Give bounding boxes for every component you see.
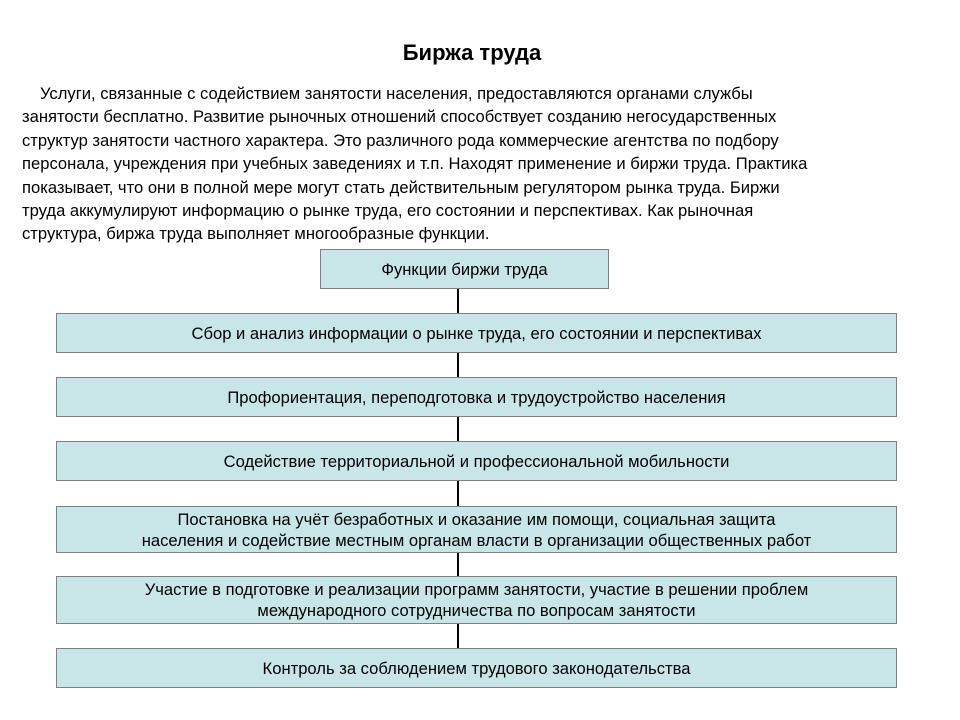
function-box-employment-programs [56,576,897,624]
connector-line [457,480,459,506]
intro-line: занятости бесплатно. Развитие рыночных отношений способствует созданию негосударственных [22,107,777,127]
function-box-label: Участие в подготовке и реализации программ занятости, участие в решении проблем [144,580,809,599]
connector-line [457,624,459,648]
function-box-label: Содействие территориальной и профессиональной мобильности [223,451,730,471]
function-box-mobility [56,441,897,481]
intro-line: персонала, учреждения при учебных заведениях и т.п. Находят применение и биржи труда. Практика [22,154,808,174]
connector-line [457,552,459,576]
intro-line: структур занятости частного характера. Это различного рода коммерческие агентства по подбору [22,130,779,150]
function-box-unemployed-registration [56,506,897,553]
intro-paragraph [22,82,922,246]
function-box-label: Сбор и анализ информации о рынке труда, его состоянии и перспективах [191,323,762,343]
root-box-label: Функции биржи труда [381,259,548,279]
function-box-label: Постановка на учёт безработных и оказание им помощи, социальная защита [177,509,776,529]
page-title: Биржа труда [402,40,542,65]
connector-line [457,352,459,377]
intro-line: показывает, что они в полной мере могут стать действительным регулятором рынка труда. Биржи [22,177,780,197]
function-box-label: Профориентация, переподготовка и трудоустройство населения [227,387,726,407]
connector-line [457,416,459,441]
intro-line: труда аккумулируют информацию о рынке труда, его состоянии и перспективах. Как рыночная [22,201,754,221]
function-box-label: Контроль за соблюдением трудового законодательства [262,658,691,678]
root-box [320,249,609,289]
function-box-label: населения и содействие местным органам власти в организации общественных работ [141,530,812,550]
function-box-label: международного сотрудничества по вопросам занятости [257,601,696,620]
intro-line: структура, биржа труда выполняет многообразные функции. [22,224,490,244]
intro-line: Услуги, связанные с содействием занятости населения, предоставляются органами службы [40,84,753,103]
function-box-career-guidance [56,377,897,417]
connector-line [457,289,459,313]
function-box-data-collection [56,313,897,353]
function-box-labor-law-control [56,648,897,688]
